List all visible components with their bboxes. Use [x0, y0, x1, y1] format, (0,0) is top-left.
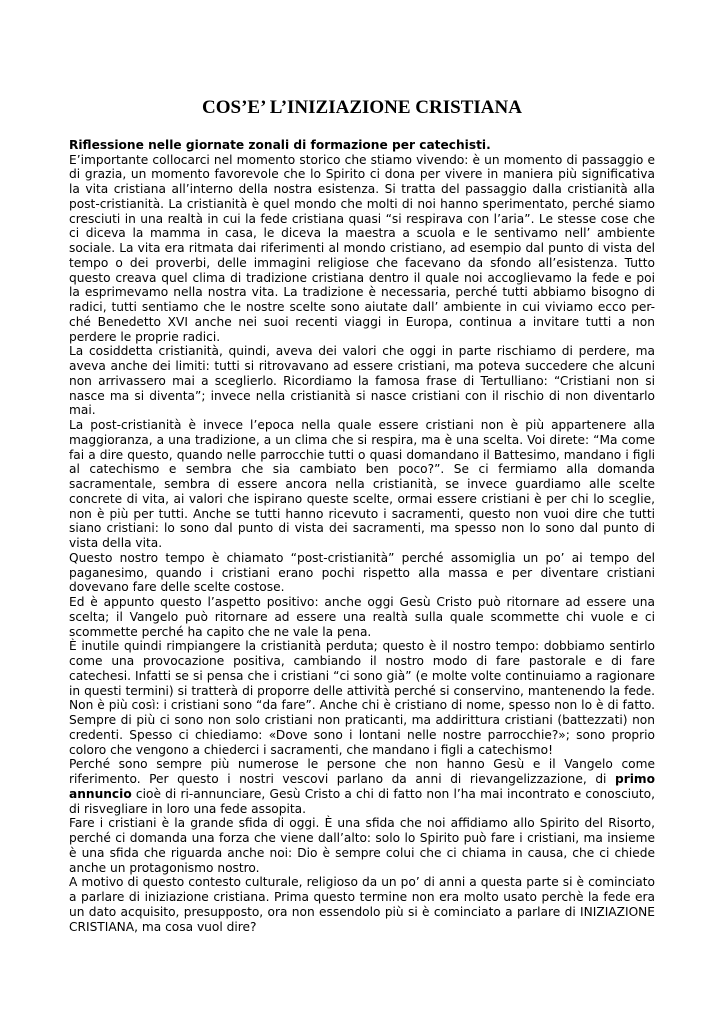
paragraph-6: È inutile quindi rimpiangere la cristianità perduta; questo è il nostro tempo: dobbiamo sentirlo come una provocazione positiva, cambiando il nostro modo di fare pastorale e di fare catechesi. Infatti se si pensa che i cristiani “ci sono già” (e molte volte continuiamo a ragionare in questi termini) si tratterà di proporre delle attività perché si conservino, mantenendo la fede. Non è più così: i cristiani sono “da fare”. Anche chi è cristiano di nome, spesso non lo è di fatto. Sempre di più ci sono non solo cristiani non praticanti, ma addirittura cristiani (battezzati) non credenti. Spesso ci chiediamo: «Dove sono i lontani nelle nostre parrocchie?»; sono proprio coloro che vengono a chiederci i sacramenti, che mandano i figli a catechismo!: [69, 639, 655, 757]
paragraph-9: A motivo di questo contesto culturale, religioso da un po’ di anni a questa parte si è cominciato a parlare di iniziazione cristiana. Prima questo termine non era molto usato perchè la fede era un dato acquisito, presupposto, ora non essendolo più si è cominciato a parlare di INIZIAZIONE CRISTIANA, ma cosa vuol dire?: [69, 875, 655, 934]
paragraph-8: Fare i cristiani è la grande sfida di oggi. È una sfida che noi affidiamo allo Spirito del Risorto, perché ci domanda una forza che viene dall’alto: solo lo Spirito può fare i cristiani, ma insieme è una sfida che riguarda anche noi: Dio è sempre colui che ci chiama in causa, che ci chiede anche un protagonismo nostro.: [69, 816, 655, 875]
paragraph-3: La post-cristianità è invece l’epoca nella quale essere cristiani non è più appartenere alla maggioranza, a una tradizione, a un clima che si respira, ma è una scelta. Voi direte: “Ma come fai a dire questo, quando nelle parrocchie tutti o quasi domandano il Battesimo, mandano i figli al catechismo e sembra che sia cambiato ben poco?”. Se ci fermiamo alla domanda sacramentale, sembra di essere ancora nella cristianità, se invece guardiamo alle scelte concrete di vita, ai valori che ispirano queste scelte, ormai essere cristiani è per chi lo sceglie, non è più per tutti. Anche se tutti hanno ricevuto i sacramenti, questo non vuoi dire che tutti siano cristiani: lo sono dal punto di vista dei sacramenti, ma spesso non lo sono dal punto di vista della vita.: [69, 418, 655, 550]
document-title: COS’E’ L’INIZIAZIONE CRISTIANA: [202, 97, 522, 118]
paragraph-2: La cosiddetta cristianità, quindi, aveva dei valori che oggi in parte rischiamo di perdere, ma aveva anche dei limiti: tutti si ritrovavano ad essere cristiani, ma poteva succedere che alcuni non arrivassero mai a sceglierlo. Ricordiamo la famosa frase di Tertulliano: “Cristiani non si nasce ma si diventa”; invece nella cristianità si nasce cristiani con il rischio di non diventarlo mai.: [69, 344, 655, 418]
paragraph-7-text: Perché sono sempre più numerose le persone che non hanno Gesù e il Vangelo come riferimento. Per questo i nostri vescovi parlano da anni di rievangelizzazione, di: [69, 757, 655, 786]
document-subtitle: Riflessione nelle giornate zonali di formazione per catechisti.: [69, 137, 491, 152]
paragraph-7-tail: cioè di ri-annunciare, Gesù Cristo a chi di fatto non l’ha mai incontrato e conosciuto, di risvegliare in loro una fede assopita.: [69, 786, 656, 816]
paragraph-5: Ed è appunto questo l’aspetto positivo: anche oggi Gesù Cristo può ritornare ad essere una scelta; il Vangelo può ritornare ad essere una realtà sulla quale scommette chi vuole e ci scommette perché ha capito che ne vale la pena.: [69, 595, 655, 639]
paragraph-7: [69, 757, 655, 816]
document-page: [69, 97, 656, 934]
paragraph-4: Questo nostro tempo è chiamato “post-cristianità” perché assomiglia un po’ ai tempo del paganesimo, quando i cristiani erano pochi rispetto alla massa e per diventare cristiani dovevano fare delle scelte costose.: [69, 550, 655, 595]
bold-phrase: primo annuncio: [69, 772, 655, 801]
paragraph-1: E’importante collocarci nel momento storico che stiamo vivendo: è un momento di passaggio e di grazia, un momento favorevole che lo Spirito ci dona per vivere in maniera più significativa la vita cristiana all’interno della nostra esistenza. Si tratta del passaggio dalla cristianità alla post-cristianità. La cristianità è quel mondo che molti di noi hanno sperimentato, perché siamo cresciuti in una realtà in cui la fede cristiana quasi “si respirava con l’aria”. Le stesse cose che ci diceva la mamma in casa, le diceva la maestra a scuola e le sentivamo nell’ ambiente sociale. La vita era ritmata dai riferimenti al mondo cristiano, ad esempio dal punto di vista del tempo o dei proverbi, delle immagini religiose che facevano da sfondo all’esistenza. Tutto questo creava quel clima di tradizione cristiana dentro il quale noi accoglievamo la fede e poi la esprimevamo nella nostra vita. La tradizione è necessaria, perché tutti abbiamo bisogno di radici, tutti sentiamo che le nostre scelte sono aiutate dall’ ambiente in cui viviamo ecco per-ché Benedetto XVI anche nei suoi recenti viaggi in Europa, continua a invitare tutti a non perdere le proprie radici.: [69, 152, 655, 344]
